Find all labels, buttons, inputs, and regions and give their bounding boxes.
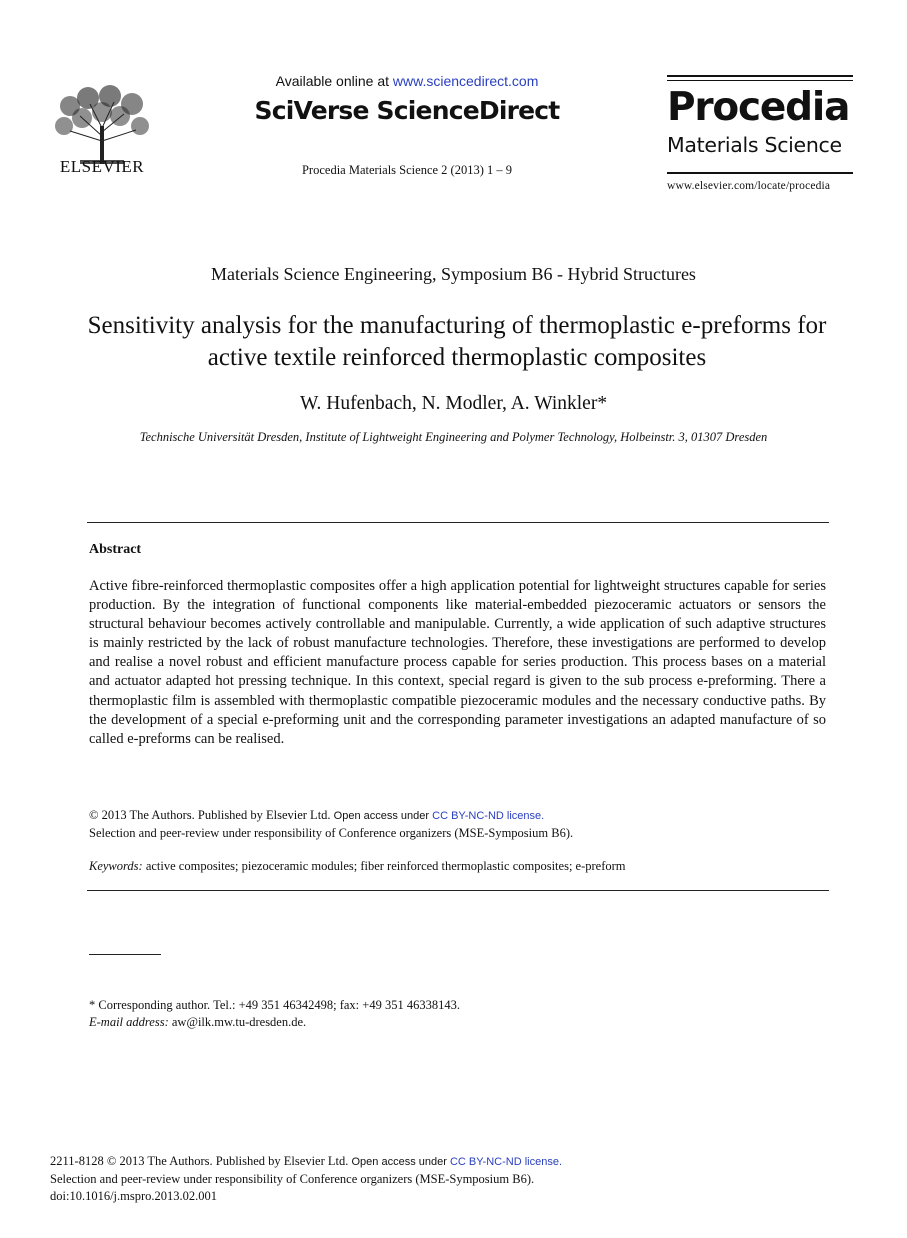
procedia-subtitle: Materials Science (667, 133, 842, 157)
keywords-text: active composites; piezoceramic modules; fiber reinforced thermoplastic composites; e-preform (142, 859, 626, 873)
doi-line[interactable]: doi:10.1016/j.mspro.2013.02.001 (50, 1189, 218, 1203)
journal-citation: Procedia Materials Science 2 (2013) 1 – 9 (301, 163, 512, 177)
procedia-name: Procedia (667, 85, 850, 130)
peer-review-line: Selection and peer-review under responsibility of Conference organizers (MSE-Symposium B6). (89, 826, 574, 840)
issn-line (50, 1153, 850, 1171)
procedia-url-link[interactable]: www.elsevier.com/locate/procedia (667, 180, 831, 192)
copyright-text: © 2013 The Authors. Published by Elsevier Ltd. (89, 808, 334, 822)
footnote-separator (89, 954, 161, 955)
publisher-wordmark: ELSEVIER (59, 157, 145, 176)
footer-license-link[interactable]: CC BY-NC-ND license. (449, 1156, 563, 1168)
footer-open-access-text: Open access under (351, 1156, 450, 1168)
email-label: E-mail address: (89, 1015, 169, 1029)
keywords (89, 859, 826, 874)
abstract-heading: Abstract (89, 542, 142, 557)
procedia-top-rule-thin (667, 80, 853, 81)
author-list: W. Hufenbach, N. Modler, A. Winkler* (299, 393, 608, 414)
keywords-label: Keywords: (89, 859, 143, 873)
procedia-bottom-rule (667, 172, 853, 174)
platform-title: SciVerse ScienceDirect (254, 96, 560, 125)
footnote (89, 997, 826, 1031)
paper-title: Sensitivity analysis for the manufacturing of thermoplastic e-preforms for active textile reinforced thermoplastic composites (87, 312, 827, 371)
issn-text: 2211-8128 © 2013 The Authors. Published by Elsevier Ltd. (50, 1154, 352, 1168)
open-access-text: Open access under (333, 810, 433, 822)
page-footer (50, 1153, 850, 1205)
available-online-line (200, 73, 614, 89)
copyright-line (89, 807, 826, 825)
abstract-bottom-rule (87, 890, 829, 891)
corresponding-author: * Corresponding author. Tel.: +49 351 46342498; fax: +49 351 46338143. (89, 998, 460, 1012)
affiliation: Technische Universität Dresden, Institute of Lightweight Engineering and Polymer Technology, Holbeinstr. 3, 01307 Dresden (139, 430, 768, 444)
sciencedirect-link[interactable]: www.sciencedirect.com (392, 73, 539, 89)
symposium-line: Materials Science Engineering, Symposium B6 - Hybrid Structures (211, 264, 696, 284)
footer-peer-review-line: Selection and peer-review under responsibility of Conference organizers (MSE-Symposium B6). (50, 1172, 535, 1186)
email-line (89, 1014, 826, 1031)
abstract-top-rule (87, 522, 829, 523)
abstract-body: Active fibre-reinforced thermoplastic composites offer a high application potential for lightweight structures capable for series production. By the integration of functional components like material-embedded piezoceramic actuators or sensors the structural behaviour becomes actively controllable and manipulable. Currently, a wide application of such adaptive structures is mainly restricted by the lack of robust manufacture technologies. Therefore, these investigations are performed to develop and realise a novel robust and efficient manufacture process capable for series production. This process bases on a material and actuator adapted hot pressing technique. In this context, special regard is given to the sub process e-preforming. There a thermoplastic film is assembled with thermoplastic compatible piezoceramic modules and the necessary conductive paths. By the development of a special e-preforming unit and the corresponding parameter investigations an adapted manufacture of so called e-preforms can be realised. (89, 578, 826, 747)
license-link[interactable]: CC BY-NC-ND license. (432, 810, 545, 822)
available-online-prefix: Available online at (275, 73, 393, 89)
procedia-top-rule (667, 75, 853, 77)
copyright-notice (89, 807, 826, 842)
email-address[interactable]: aw@ilk.mw.tu-dresden.de. (168, 1015, 307, 1029)
